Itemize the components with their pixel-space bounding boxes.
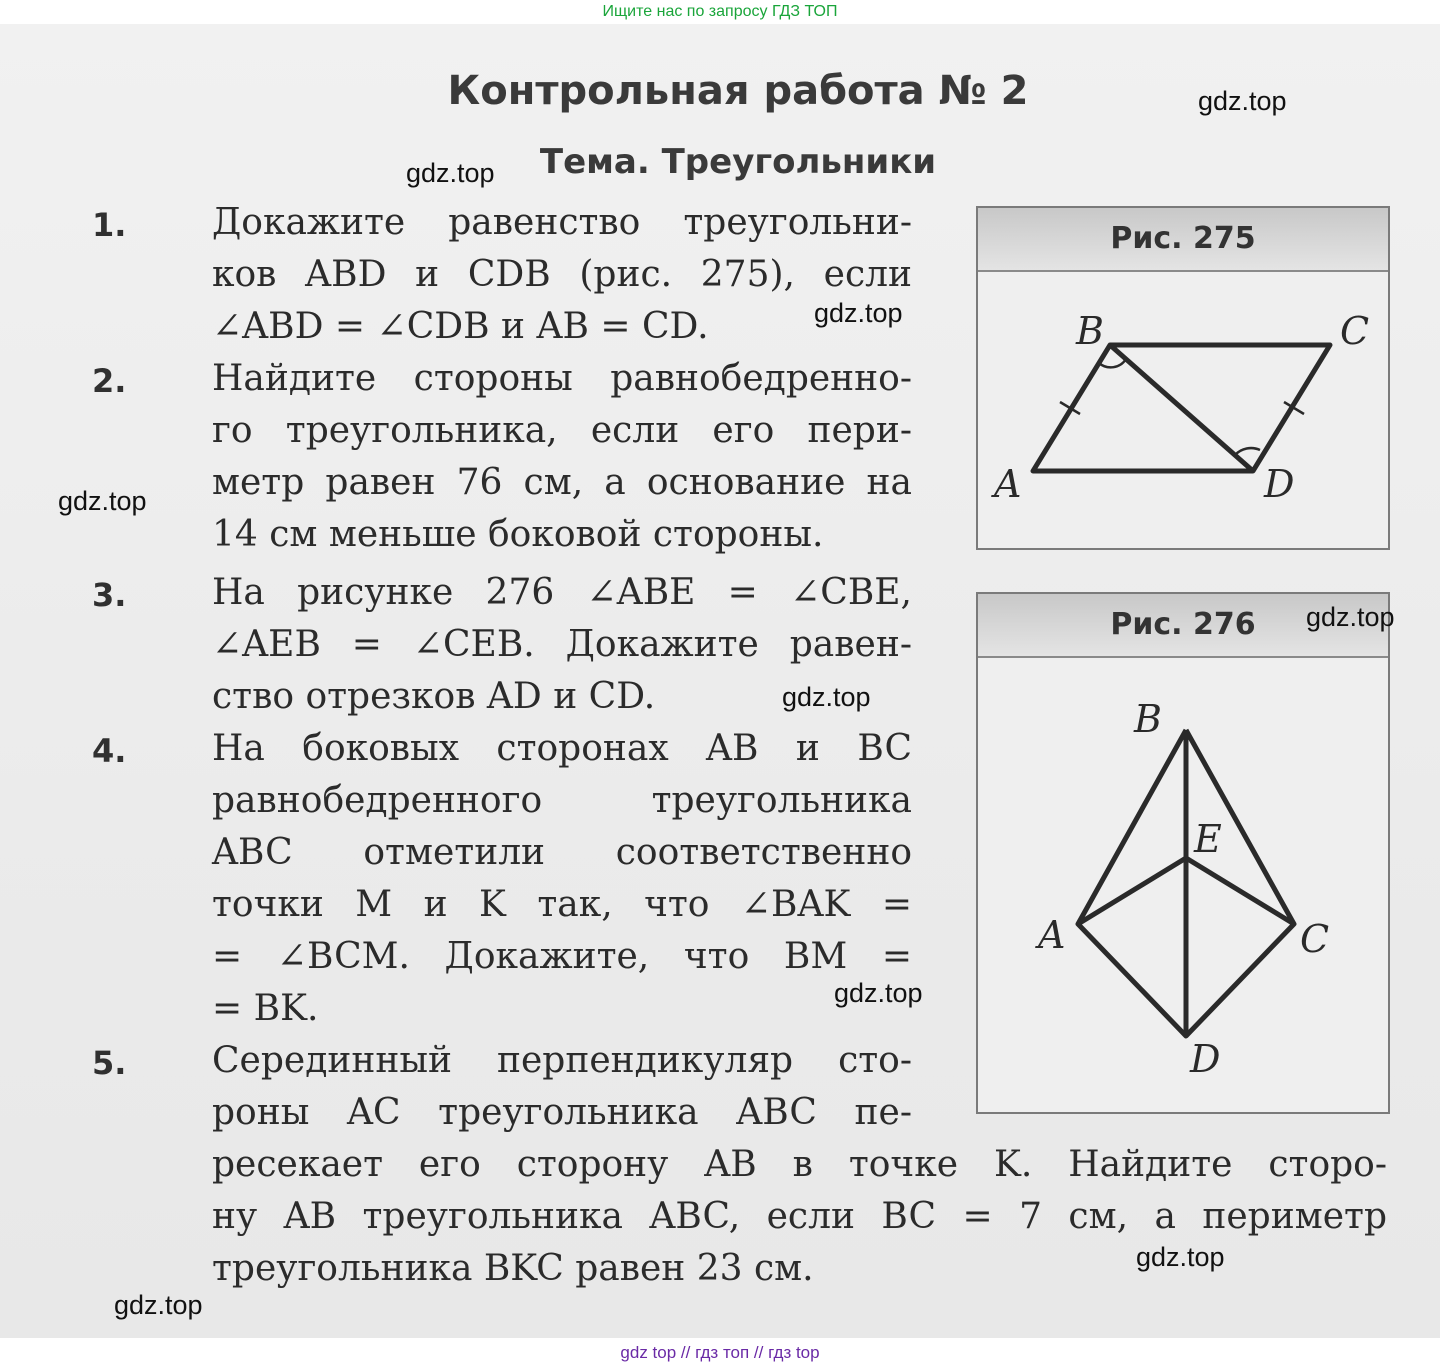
point-label: C (1300, 917, 1330, 961)
watermark: gdz.top (406, 158, 495, 188)
point-label: D (1190, 1037, 1221, 1081)
point-label: B (1134, 697, 1162, 741)
watermark: gdz.top (1198, 86, 1287, 116)
problem-4-line: равнобедренного треугольника (212, 780, 912, 821)
figure-276 (976, 592, 1390, 1114)
figure-275-caption: Рис. 275 (978, 208, 1388, 272)
problem-2-line: Найдите стороны равнобедренно- (212, 358, 912, 399)
problem-5-line: Серединный перпендикуляр сто- (212, 1040, 912, 1081)
problem-4-line: = ∠BCM. Докажите, что BM = (212, 936, 912, 977)
problem-4-line: = BK. (212, 988, 319, 1029)
watermark: gdz.top (114, 1290, 203, 1320)
watermark: gdz.top (58, 486, 147, 516)
problem-1-line: ∠ABD = ∠CDB и AB = CD. (212, 306, 709, 347)
point-label: C (1340, 309, 1370, 353)
page-title: Контрольная работа № 2 (447, 68, 1029, 114)
problem-5-line: ресекает его сторону AB в точке K. Найдите сторо- (212, 1144, 1387, 1185)
watermark: gdz.top (1306, 602, 1395, 632)
problem-5-line: роны AC треугольника ABC пе- (212, 1092, 912, 1133)
problem-4-line: ABC отметили соответственно (212, 832, 912, 873)
problem-1-number: 1. (92, 206, 127, 244)
figure-276-drawing (978, 658, 1388, 1112)
problem-5-line: ну AB треугольника ABC, если BC = 7 см, а периметр (212, 1196, 1387, 1237)
bottom-banner[interactable]: gdz top // гдз топ // гдз top (0, 1338, 1440, 1367)
problem-4-line: На боковых сторонах AB и BC (212, 728, 912, 769)
problem-4-number: 4. (92, 732, 127, 770)
page-subtitle: Тема. Треугольники (539, 142, 937, 182)
point-label: B (1076, 309, 1104, 353)
point-label: A (994, 462, 1022, 506)
watermark: gdz.top (834, 978, 923, 1008)
problem-2-line: метр равен 76 см, а основание на (212, 462, 912, 503)
top-banner[interactable]: Ищите нас по запросу ГДЗ ТОП (0, 0, 1440, 24)
problem-1-line: ков ABD и CDB (рис. 275), если (212, 254, 912, 295)
point-label: A (1038, 913, 1066, 957)
problem-5-line: треугольника BKC равен 23 см. (212, 1248, 814, 1289)
textbook-page (0, 24, 1440, 1338)
problem-3-line: ство отрезков AD и CD. (212, 676, 656, 717)
angle-cdb-arc (1235, 448, 1260, 455)
problem-1-line: Докажите равенство треугольни- (212, 202, 912, 243)
figure-276-caption: Рис. 276 (978, 594, 1388, 658)
point-label: D (1264, 462, 1295, 506)
problem-3-number: 3. (92, 576, 127, 614)
point-label: E (1194, 817, 1222, 861)
problem-4-line: точки M и K так, что ∠BAK = (212, 884, 912, 925)
problem-2-line: го треугольника, если его пери- (212, 410, 912, 451)
figure-275 (976, 206, 1390, 550)
problem-3-line: ∠AEB = ∠CEB. Докажите равен- (212, 624, 912, 665)
figure-275-drawing (978, 272, 1388, 548)
watermark: gdz.top (1136, 1242, 1225, 1272)
problem-3-line: На рисунке 276 ∠ABE = ∠CBE, (212, 572, 912, 613)
problem-2-number: 2. (92, 362, 127, 400)
watermark: gdz.top (782, 682, 871, 712)
diagonal-bd (1110, 345, 1253, 471)
watermark: gdz.top (814, 298, 903, 328)
problem-5-number: 5. (92, 1044, 127, 1082)
problem-2-line: 14 см меньше боковой стороны. (212, 514, 824, 555)
